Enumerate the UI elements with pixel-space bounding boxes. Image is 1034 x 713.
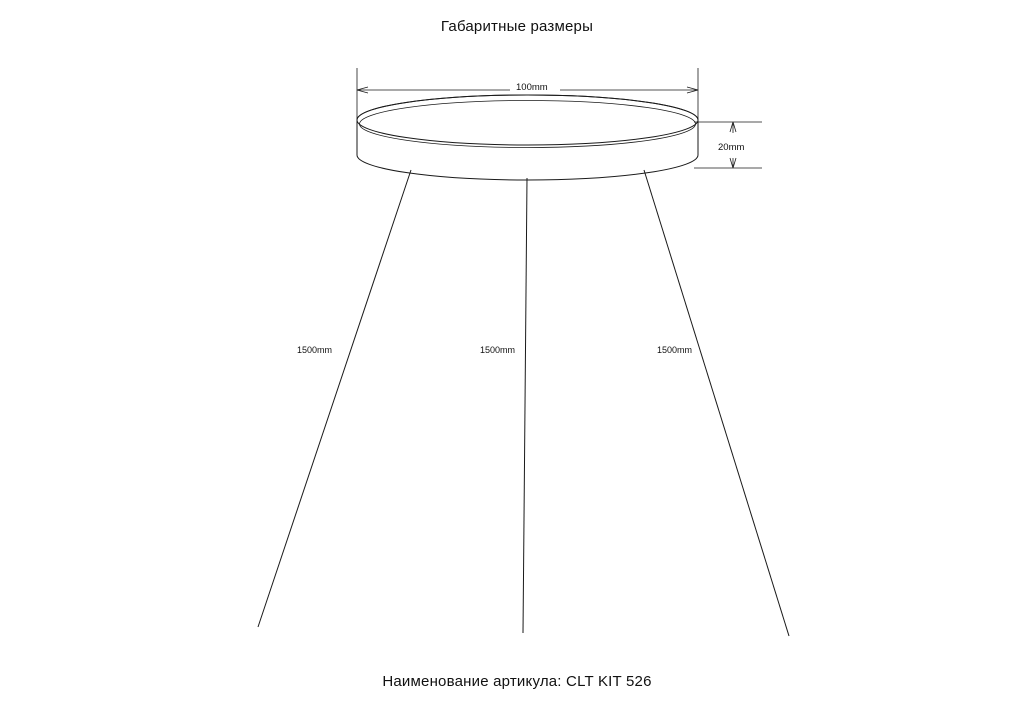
height-label: 20mm	[718, 142, 745, 153]
cable-left	[258, 170, 411, 627]
suspension-cables	[258, 170, 789, 636]
page-title: Габаритные размеры	[440, 18, 594, 35]
luminaire-body	[357, 95, 698, 180]
cable-right	[644, 170, 789, 636]
cable-left-label: 1500mm	[297, 345, 333, 355]
cable-center	[523, 178, 527, 633]
diameter-label: 100mm	[516, 82, 548, 93]
cable-center-label: 1500mm	[480, 345, 516, 355]
article-name: Наименование артикула: CLT KIT 526	[382, 673, 652, 690]
cable-right-label: 1500mm	[657, 345, 693, 355]
